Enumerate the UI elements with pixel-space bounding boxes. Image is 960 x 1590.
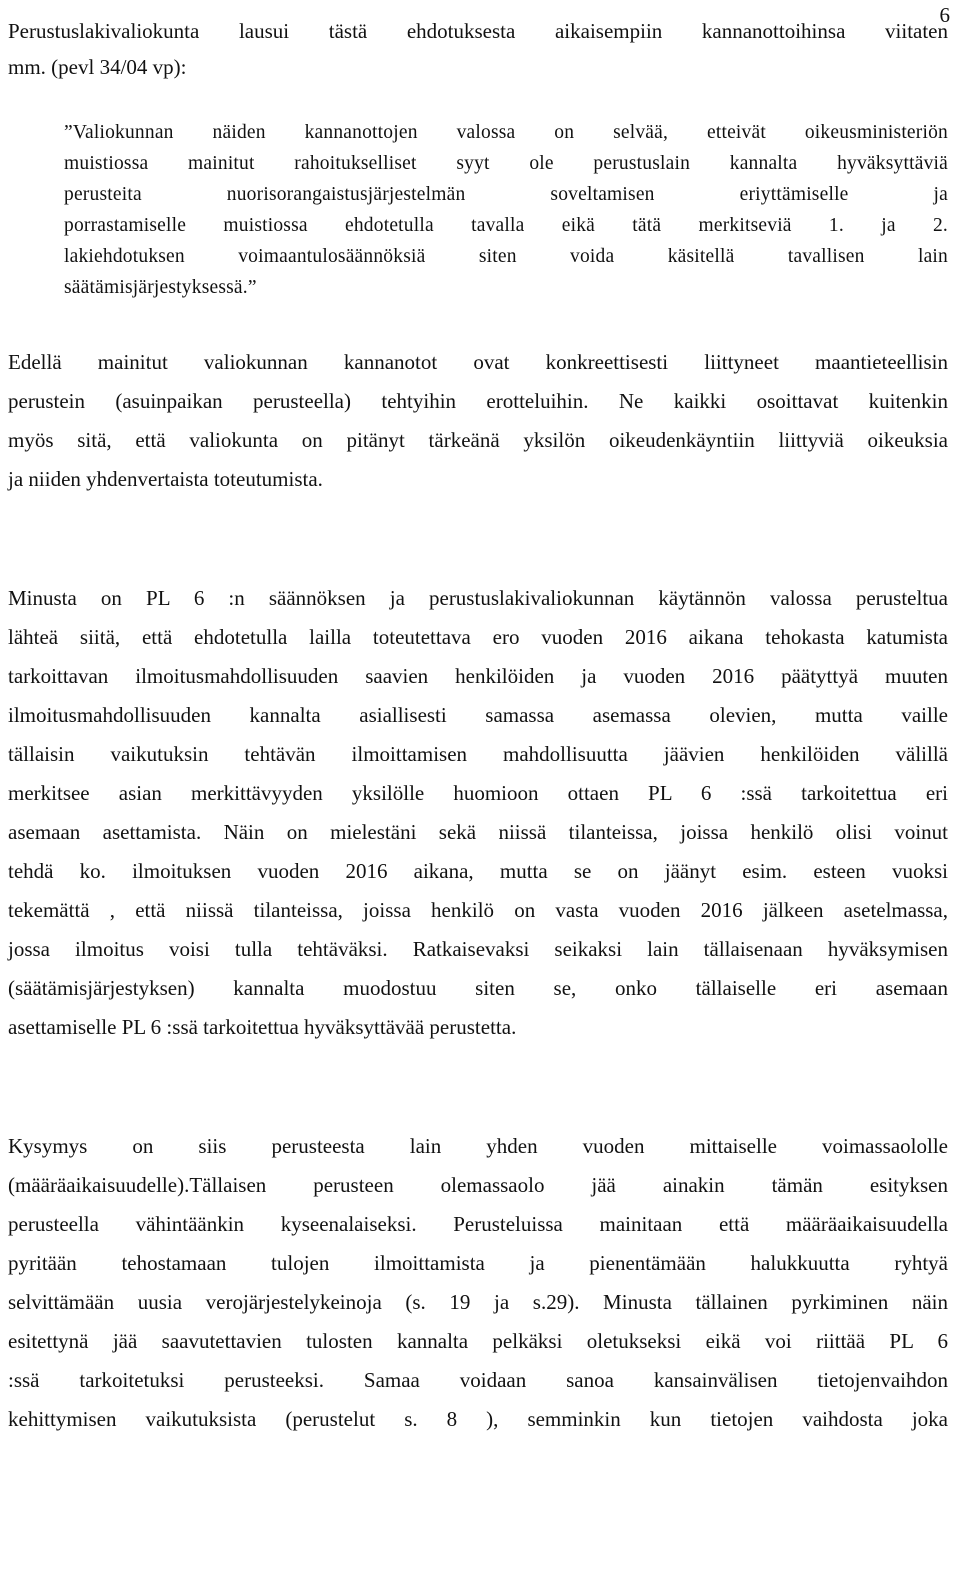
paragraph-2-line: asemaan asettamista. Näin on mielestäni sekä niissä tilanteissa, joissa henkilö olisi voinut [8,820,948,844]
paragraph-3-line: kehittymisen vaikutuksista (perustelut s. 8 ), semminkin kun tietojen vaihdosta joka [8,1407,948,1431]
paragraph-3-line: :ssä tarkoitetuksi perusteeksi. Samaa voidaan sanoa kansainvälisen tietojenvaihdon [8,1368,948,1392]
quote-line: säätämisjärjestyksessä.” [64,277,257,298]
quote-line: muistiossa mainitut rahoitukselliset syyt ole perustuslain kannalta hyväksyttäviä [64,153,948,174]
paragraph-2-line: merkitsee asian merkittävyyden yksilölle huomioon ottaen PL 6 :ssä tarkoitettua eri [8,781,948,805]
quote-line: ”Valiokunnan näiden kannanottojen valossa on selvää, etteivät oikeusministeriön [64,122,948,143]
paragraph-1-line: myös sitä, että valiokunta on pitänyt tärkeänä yksilön oikeudenkäyntiin liittyviä oikeuksia [8,428,948,452]
paragraph-1-line: perustein (asuinpaikan perusteella) tehtyihin erotteluihin. Ne kaikki osoittavat kuitenkin [8,389,948,413]
paragraph-3-line: esitettynä jää saavutettavien tulosten kannalta pelkäksi oletukseksi eikä voi riittää PL 6 [8,1329,948,1353]
paragraph-3-line: perusteella vähintäänkin kyseenalaiseksi. Perusteluissa mainitaan että määräaikaisuudella [8,1212,948,1236]
paragraph-2-line: tekemättä , että niissä tilanteissa, joissa henkilö on vasta vuoden 2016 jälkeen asetelmassa, [8,898,948,922]
intro-line: mm. (pevl 34/04 vp): [8,55,187,79]
paragraph-1-line: Edellä mainitut valiokunnan kannanotot ovat konkreettisesti liittyneet maantieteellisin [8,350,948,374]
paragraph-2-line: Minusta on PL 6 :n säännöksen ja perustuslakivaliokunnan käytännön valossa perusteltua [8,586,948,610]
quote-line: lakiehdotuksen voimaantulosäännöksiä siten voida käsitellä tavallisen lain [64,246,948,267]
paragraph-2-line: tällaisin vaikutuksin tehtävän ilmoittamisen mahdollisuutta jäävien henkilöiden välillä [8,742,948,766]
intro-line: Perustuslakivaliokunta lausui tästä ehdotuksesta aikaisempiin kannanottoihinsa viitaten [8,19,948,43]
quote-line: perusteita nuorisorangaistusjärjestelmän soveltamisen eriyttämiselle ja [64,184,948,205]
paragraph-2-line: ilmoitusmahdollisuuden kannalta asiallisesti samassa asemassa olevien, mutta vaille [8,703,948,727]
paragraph-2-line: (säätämisjärjestyksen) kannalta muodostuu siten se, onko tällaiselle eri asemaan [8,976,948,1000]
paragraph-3-line: (määräaikaisuudelle).Tällaisen perusteen olemassaolo jää ainakin tämän esityksen [8,1173,948,1197]
paragraph-2-line: jossa ilmoitus voisi tulla tehtäväksi. Ratkaisevaksi seikaksi lain tällaisenaan hyväksymisen [8,937,948,961]
paragraph-2-line: lähteä siitä, että ehdotetulla lailla toteutettava ero vuoden 2016 aikana tehokasta katumista [8,625,948,649]
paragraph-2-line: asettamiselle PL 6 :ssä tarkoitettua hyväksyttävää perustetta. [8,1015,517,1039]
paragraph-3-line: pyritään tehostamaan tulojen ilmoittamista ja pienentämään halukkuutta ryhtyä [8,1251,948,1275]
paragraph-2-line: tarkoittavan ilmoitusmahdollisuuden saavien henkilöiden ja vuoden 2016 päätyttyä muuten [8,664,948,688]
paragraph-1-line: ja niiden yhdenvertaista toteutumista. [8,467,323,491]
page-number: 6 [939,3,950,27]
paragraph-3-line: Kysymys on siis perusteesta lain yhden vuoden mittaiselle voimassaololle [8,1134,948,1158]
paragraph-2-line: tehdä ko. ilmoituksen vuoden 2016 aikana, mutta se on jäänyt esim. esteen vuoksi [8,859,948,883]
quote-line: porrastamiselle muistiossa ehdotetulla tavalla eikä tätä merkitseviä 1. ja 2. [64,215,948,236]
paragraph-3-line: selvittämään uusia verojärjestelykeinoja (s. 19 ja s.29). Minusta tällainen pyrkiminen näin [8,1290,948,1314]
